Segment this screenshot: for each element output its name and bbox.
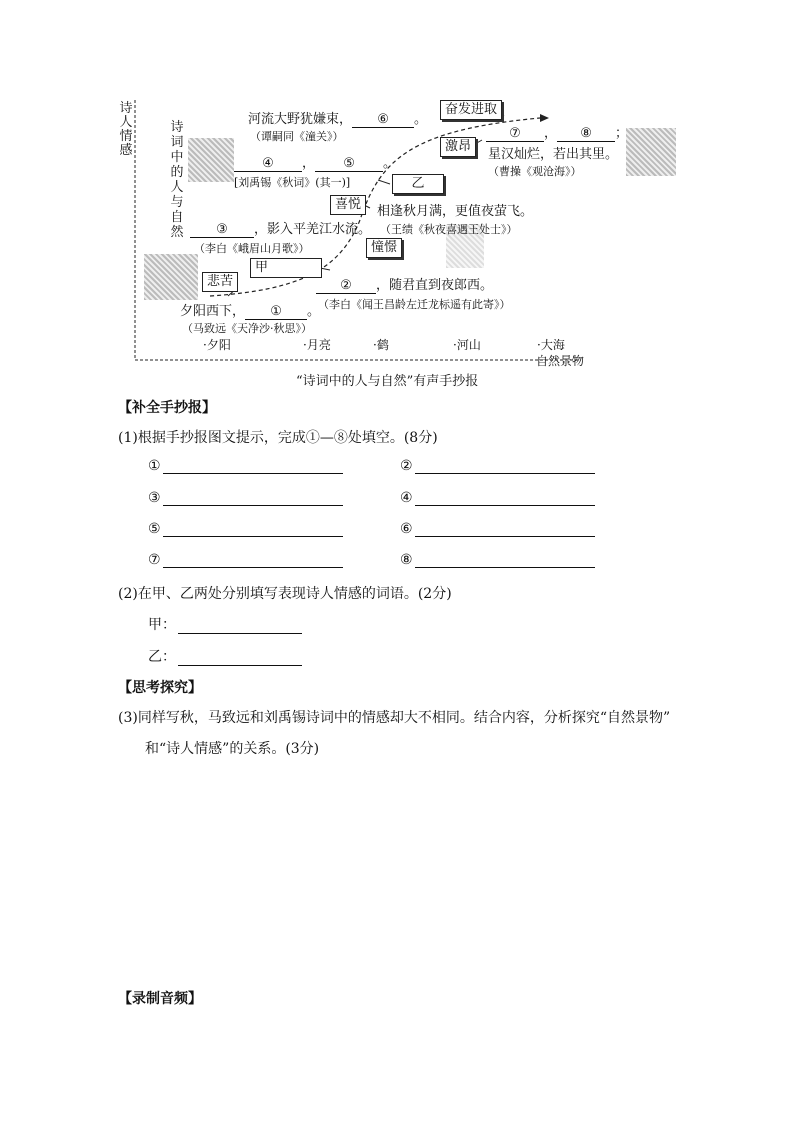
fill-label-2: ②: [400, 458, 413, 474]
emotion-box-xiyue: 喜悦: [330, 195, 366, 215]
section-title-fill: 【补全手抄报】: [118, 400, 216, 416]
fill-input-3[interactable]: [163, 491, 343, 506]
fill-label-4: ④: [400, 490, 413, 506]
source-tongguan: （谭嗣同《潼关》）: [250, 130, 344, 143]
poem-line-tongguan: 河流大野犹嫌束， ⑥ 。: [248, 112, 428, 127]
emotion-row-jia: [148, 614, 302, 634]
blank-7: ⑦: [486, 126, 544, 142]
poem-line-qiuci: ④ ， ⑤ 。: [234, 152, 396, 172]
emotion-input-yi[interactable]: [178, 651, 302, 666]
fill-label-7: ⑦: [148, 552, 161, 568]
emotion-box-jia-label: 甲: [255, 260, 269, 275]
emotion-box-beiku: 悲苦: [202, 272, 238, 292]
fill-row-7: [148, 552, 343, 568]
poem-line-wenwang: ② ，随君直到夜郎西。: [316, 274, 493, 294]
poem-line-emei: ③ ，影入平羌江水流。: [190, 218, 371, 238]
emotion-box-chongjing: 憧憬: [366, 238, 402, 258]
emotion-box-yi-label: 乙: [411, 176, 425, 191]
fill-row-3: [148, 490, 343, 506]
fill-row-5: [148, 521, 343, 537]
emotion-box-yi: [392, 174, 444, 194]
x-axis-label: 自然景物: [536, 354, 585, 368]
fill-label-6: ⑥: [400, 521, 413, 537]
fill-input-7[interactable]: [163, 553, 343, 568]
x-item-sea: ·大海: [537, 338, 565, 352]
fill-label-3: ③: [148, 490, 161, 506]
poem-line-guancanghai-1: ⑦ ， ⑧ ；: [486, 122, 628, 142]
emotion-label-jia: 甲：: [148, 617, 176, 633]
poem-line-qiusi: 夕阳西下， ① 。: [180, 304, 321, 319]
blank-3: ③: [190, 222, 254, 238]
fill-label-1: ①: [148, 458, 161, 474]
emotion-box-fenfa: 奋发进取: [440, 100, 502, 120]
diagram-caption: “诗词中的人与自然”有声手抄报: [296, 374, 479, 389]
fill-label-5: ⑤: [148, 521, 161, 537]
source-qiuye: （王绩《秋夜喜遇王处士》）: [380, 223, 518, 236]
sea-bird-image: [626, 128, 676, 176]
blank-4: ④: [234, 156, 302, 172]
emotion-row-yi: [148, 646, 302, 666]
fill-input-5[interactable]: [163, 522, 343, 537]
fill-row-6: [400, 521, 595, 537]
question-2: (2)在甲、乙两处分别填写表现诗人情感的词语。(2分): [118, 586, 452, 602]
fill-input-2[interactable]: [415, 459, 595, 474]
question-3-line-1: (3)同样写秋，马致远和刘禹锡诗词中的情感却大不相同。结合内容，分析探究“自然景物”: [118, 710, 671, 726]
x-item-moon: ·月亮: [303, 338, 331, 352]
source-qiuci: [刘禹锡《秋词》(其一)]: [234, 176, 351, 189]
poem-line-qiuye: 相逢秋月满，更值夜萤飞。: [377, 204, 534, 219]
fill-row-2: [400, 458, 595, 474]
fill-label-8: ⑧: [400, 552, 413, 568]
source-qiusi: （马致远《天净沙·秋思》）: [182, 322, 312, 335]
blank-2: ②: [316, 278, 376, 294]
section-title-audio: 【录制音频】: [118, 991, 202, 1007]
section-title-explore: 【思考探究】: [118, 680, 202, 696]
fill-input-8[interactable]: [415, 553, 595, 568]
x-item-mountains: ·河山: [453, 338, 481, 352]
fill-row-4: [400, 490, 595, 506]
emotion-input-jia[interactable]: [178, 619, 302, 634]
sunset-bird-image: [144, 254, 198, 300]
blank-8: ⑧: [557, 126, 615, 142]
source-guancanghai: （曹操《观沧海》）: [488, 165, 582, 178]
fill-input-6[interactable]: [415, 522, 595, 537]
poem-line-guancanghai-2: 星汉灿烂，若出其里。: [488, 147, 619, 162]
vertical-title: 诗词中的人与自然: [170, 120, 184, 240]
crane-image: [188, 138, 234, 182]
blank-5: ⑤: [315, 156, 383, 172]
emotion-box-jiang: 激昂: [440, 137, 476, 157]
source-emei: （李白《峨眉山月歌》）: [194, 242, 310, 255]
emotion-label-yi: 乙：: [148, 649, 176, 665]
question-3-line-2: 和“诗人情感”的关系。(3分): [145, 741, 320, 757]
x-item-sunset: ·夕阳: [203, 338, 231, 352]
fill-input-4[interactable]: [415, 491, 595, 506]
emotion-box-jia: [250, 258, 322, 278]
blank-1: ①: [245, 304, 307, 320]
fill-row-8: [400, 552, 595, 568]
fill-input-1[interactable]: [163, 459, 343, 474]
source-wenwang: （李白《闻王昌龄左迁龙标遥有此寄》）: [318, 298, 511, 311]
fill-row-1: [148, 458, 343, 474]
x-item-crane: ·鹤: [373, 338, 389, 352]
y-axis-label: 诗人情感: [119, 101, 133, 158]
blank-6: ⑥: [352, 112, 414, 128]
question-1: (1)根据手抄报图文提示，完成①—⑧处填空。(8分): [118, 430, 438, 446]
